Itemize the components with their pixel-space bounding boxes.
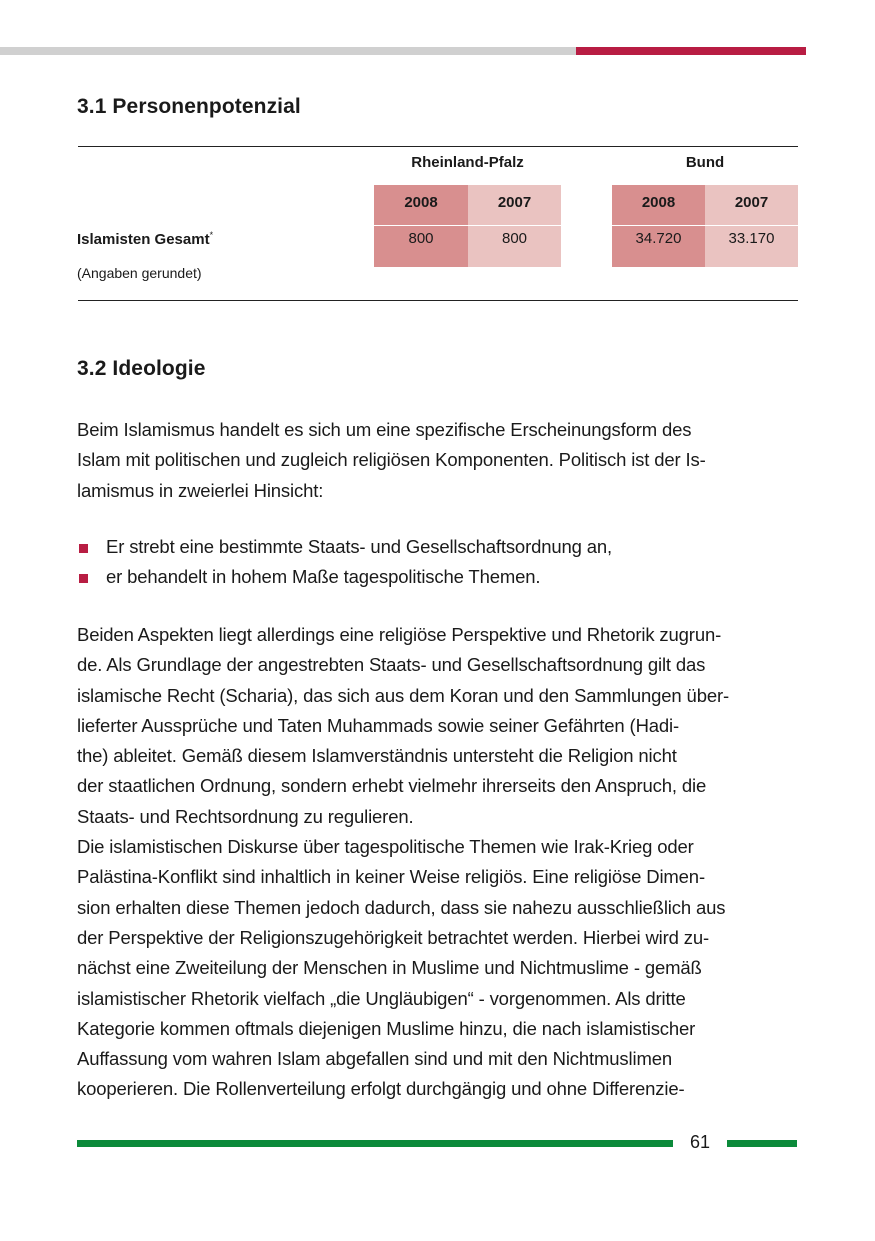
square-bullet-icon	[79, 544, 88, 553]
text-line: Auffassung vom wahren Islam abgefallen sind und mit den Nichtmuslimen	[77, 1048, 672, 1070]
list-item-text: er behandelt in hohem Maße tagespolitische Themen.	[106, 566, 541, 587]
table-group-header-rlp: Rheinland-Pfalz	[411, 154, 524, 171]
text-line: sion erhalten diese Themen jedoch dadurch, dass sie nahezu ausschließlich aus	[77, 896, 726, 918]
list-item	[77, 532, 612, 562]
square-bullet-icon	[79, 574, 88, 583]
section-heading-personenpotenzial: 3.1 Personenpotenzial	[77, 95, 301, 118]
table-row-label	[77, 230, 213, 248]
table-value-bund-2007: 33.170	[705, 226, 798, 267]
table-group-header-bund: Bund	[685, 154, 725, 171]
text-line: kooperieren. Die Rollenverteilung erfolgt durchgängig und ohne Differenzie-	[77, 1078, 685, 1100]
list-item	[77, 562, 612, 592]
text-line: the) ableitet. Gemäß diesem Islamverständnis untersteht die Religion nicht	[77, 745, 677, 767]
text-line: der staatlichen Ordnung, sondern erhebt vielmehr ihrerseits den Anspruch, die	[77, 775, 707, 797]
footer-rule-right	[727, 1140, 797, 1147]
header-rule-red	[576, 47, 806, 55]
table-year-rlp-2008: 2008	[374, 185, 468, 225]
table-bottom-rule	[78, 300, 798, 301]
footer-rule-left	[77, 1140, 673, 1147]
text-line: Beiden Aspekten liegt allerdings eine religiöse Perspektive und Rhetorik zugrun-	[77, 624, 722, 645]
table-top-rule	[78, 146, 798, 147]
footnote-mark: *	[209, 230, 214, 240]
table-year-rlp-2007: 2007	[468, 185, 561, 225]
table-value-bund-2008: 34.720	[612, 226, 705, 267]
text-line: nächst eine Zweiteilung der Menschen in Muslime und Nichtmuslime - gemäß	[77, 957, 702, 979]
text-line: Palästina-Konflikt sind inhaltlich in keiner Weise religiös. Eine religiöse Dimen-	[77, 866, 705, 888]
text-line: der Perspektive der Religionszugehörigkeit betrachtet werden. Hierbei wird zu-	[77, 926, 710, 948]
table-value-rlp-2008: 800	[374, 226, 468, 267]
header-rule-grey	[0, 47, 576, 55]
text-line: Staats- und Rechtsordnung zu regulieren.	[77, 805, 414, 827]
text-line: lamismus in zweierlei Hinsicht:	[77, 479, 324, 501]
table-year-bund-2008: 2008	[612, 185, 705, 225]
row-label-text: Islamisten Gesamt	[77, 231, 210, 248]
list-item-text: Er strebt eine bestimmte Staats- und Gesellschaftsordnung an,	[106, 536, 613, 557]
text-line: lieferter Aussprüche und Taten Muhammads sowie seiner Gefährten (Hadi-	[77, 714, 680, 736]
body-paragraph	[77, 620, 797, 1105]
text-line: Die islamistischen Diskurse über tagespolitische Themen wie Irak-Krieg oder	[77, 836, 694, 858]
text-line: Islam mit politischen und zugleich religiösen Komponenten. Politisch ist der Is-	[77, 449, 706, 471]
text-line: de. Als Grundlage der angestrebten Staats- und Gesellschaftsordnung gilt das	[77, 654, 706, 676]
text-line: Kategorie kommen oftmals diejenigen Muslime hinzu, die nach islamistischer	[77, 1017, 696, 1039]
table-year-bund-2007: 2007	[705, 185, 798, 225]
page-number: 61	[689, 1132, 711, 1152]
bullet-list	[77, 532, 612, 592]
text-line: Beim Islamismus handelt es sich um eine spezifische Erscheinungsform des	[77, 419, 692, 440]
text-line: islamische Recht (Scharia), das sich aus dem Koran und den Sammlungen über-	[77, 684, 729, 706]
intro-paragraph	[77, 415, 797, 506]
table-value-rlp-2007: 800	[468, 226, 561, 267]
table-note: (Angaben gerundet)	[77, 265, 202, 281]
section-heading-ideologie: 3.2 Ideologie	[77, 357, 206, 380]
text-line: islamistischer Rhetorik vielfach „die Ungläubigen“ - vorgenommen. Als dritte	[77, 987, 686, 1009]
